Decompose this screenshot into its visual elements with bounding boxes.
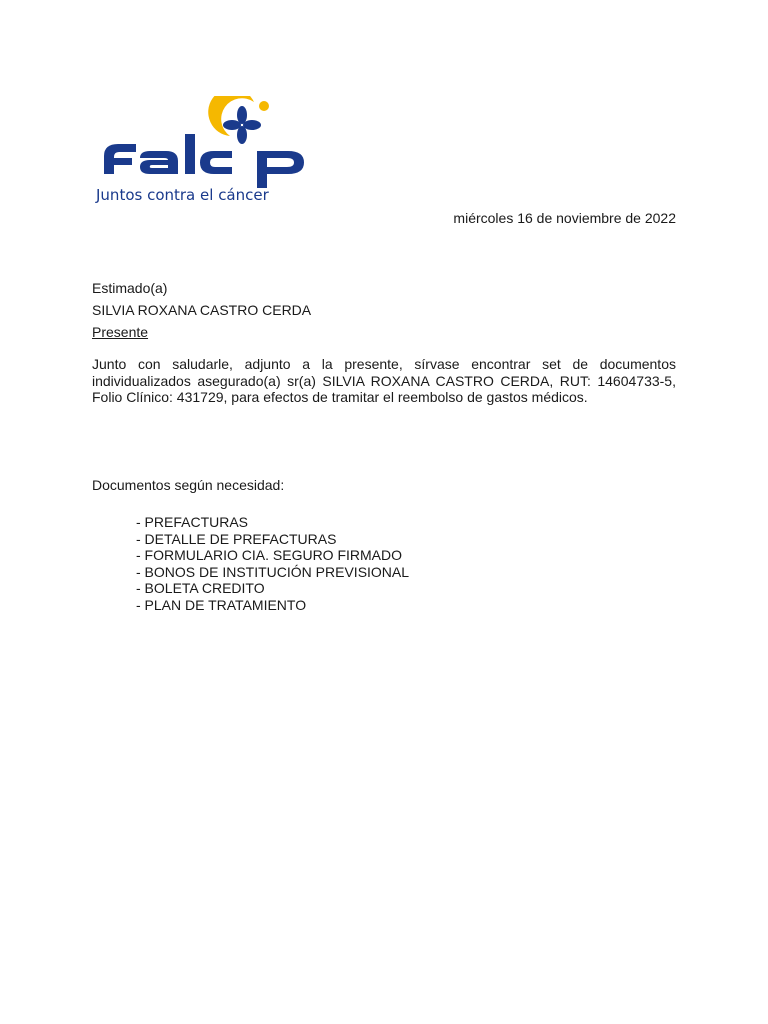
list-item: - DETALLE DE PREFACTURAS bbox=[136, 530, 337, 547]
logo-tagline-prefix: Juntos contra el bbox=[96, 186, 219, 204]
dot-icon bbox=[259, 101, 269, 111]
presente-label: Presente bbox=[92, 324, 149, 340]
salutation-block bbox=[92, 277, 311, 343]
crescent-icon bbox=[208, 96, 254, 136]
list-item: - BOLETA CREDITO bbox=[136, 580, 265, 596]
flower-icon bbox=[223, 106, 261, 144]
list-item: - BONOS DE INSTITUCIÓN PREVISIONAL bbox=[136, 563, 410, 580]
svg-text:Juntos contra el cáncer bbox=[95, 186, 270, 204]
documents-list bbox=[136, 514, 409, 613]
falp-logo bbox=[92, 96, 322, 206]
letter-date: miércoles 16 de noviembre de 2022 bbox=[453, 210, 676, 226]
recipient-name: SILVIA ROXANA CASTRO CERDA bbox=[92, 302, 312, 318]
list-item: - FORMULARIO CIA. SEGURO FIRMADO bbox=[136, 547, 403, 563]
falp-logo-graphic bbox=[92, 96, 322, 206]
letter-body: Junto con saludarle, adjunto a la presente, sírvase encontrar set de documentos individualizados asegurado(a) sr(a) SILVIA ROXANA CASTRO CERDA, RUT: 14604733-5, Folio Clínico: 431729, para efectos de tramitar el reembolso de gastos médicos. bbox=[92, 356, 676, 405]
logo-tagline-emphasis: cáncer bbox=[218, 186, 269, 204]
documents-heading: Documentos según necesidad: bbox=[92, 477, 285, 493]
list-item: - PREFACTURAS bbox=[136, 514, 249, 530]
greeting: Estimado(a) bbox=[92, 280, 168, 296]
list-item: - PLAN DE TRATAMIENTO bbox=[136, 596, 307, 613]
